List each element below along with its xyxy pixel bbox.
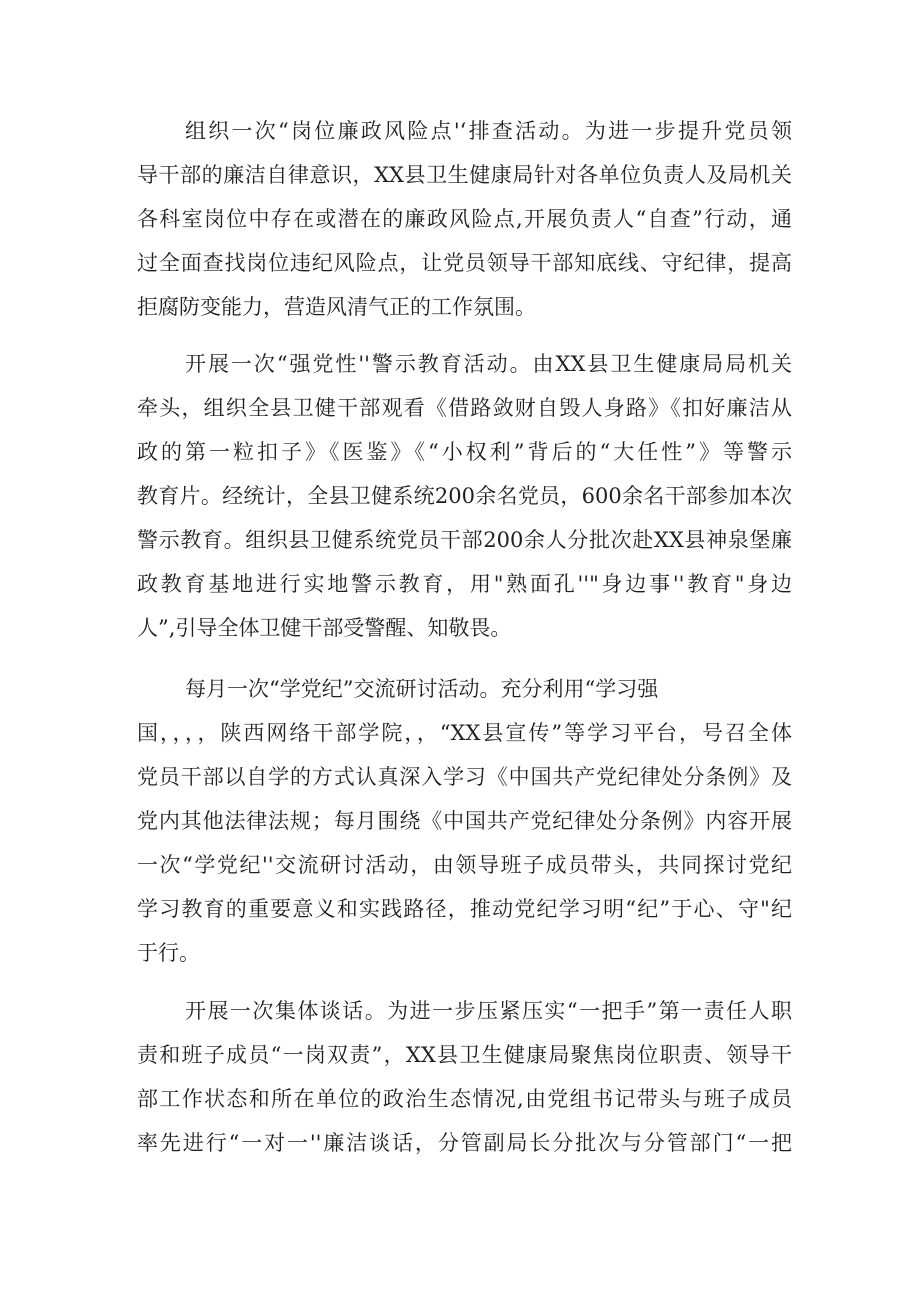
paragraph-line: 警示教育。组织县卫健系统党员干部200余人分批次赴XX县神泉堡廉 — [137, 528, 792, 552]
document-page — [137, 109, 792, 1165]
paragraph-line: 国，，，，陕西网络干部学院，，“XX县宣传”等学习平台，号召全体 — [137, 721, 792, 745]
paragraph-line: 过全面查找岗位违纪风险点，让党员领导干部知底线、守纪律，提高 — [137, 251, 792, 275]
paragraph-line: 每月一次“学党纪”交流研讨活动。充分利用“学习强 — [185, 677, 659, 701]
paragraph-warning-education — [137, 342, 792, 650]
paragraph-line: 开展一次“强党性''警示教育活动。由XX县卫生健康局局机关 — [185, 352, 792, 376]
paragraph-line: 各科室岗位中存在或潜在的廉政风险点,开展负责人“自查”行动，通 — [137, 207, 792, 231]
paragraph-line: 组织一次“岗位廉政风险点'‘排查活动。为进一步提升党员领 — [185, 119, 792, 143]
paragraph-monthly-study — [137, 667, 792, 975]
paragraph-line: 党内其他法律法规；每月围绕《中国共产党纪律处分条例》内容开展 — [137, 809, 792, 833]
paragraph-line: 部工作状态和所在单位的政治生态情况,由党组书记带头与班子成员 — [137, 1087, 792, 1111]
paragraph-collective-talk — [137, 989, 792, 1165]
paragraph-line: 一次“学党纪''交流研讨活动，由领导班子成员带头，共同探讨党纪 — [137, 853, 792, 877]
paragraph-line: 于行。 — [137, 941, 200, 965]
paragraph-line: 政的第一粒扣子》《医鉴》《“小权利”背后的“大任性”》等警示 — [137, 440, 792, 464]
paragraph-line: 导干部的廉洁自律意识，XX县卫生健康局针对各单位负责人及局机关 — [137, 163, 792, 187]
paragraph-line: 人”,引导全体卫健干部受警醒、知敬畏。 — [137, 616, 512, 640]
paragraph-line: 责和班子成员“一岗双责”，XX县卫生健康局聚焦岗位职责、领导干 — [137, 1043, 792, 1067]
paragraph-line: 政教育基地进行实地警示教育，用"熟面孔''"身边事''教育"身边 — [137, 572, 792, 596]
paragraph-line: 党员干部以自学的方式认真深入学习《中国共产党纪律处分条例》及 — [137, 765, 792, 789]
paragraph-line: 学习教育的重要意义和实践路径，推动党纪学习明“纪”于心、守"纪 — [137, 897, 792, 921]
paragraph-line: 教育片。经统计，全县卫健系统200余名党员，600余名干部参加本次 — [137, 484, 792, 508]
paragraph-post-risk-check — [137, 109, 792, 329]
paragraph-line: 率先进行“一对一''廉洁谈话，分管副局长分批次与分管部门“一把 — [137, 1131, 792, 1155]
paragraph-line: 拒腐防变能力，营造风清气正的工作氛围。 — [137, 295, 536, 319]
paragraph-line: 开展一次集体谈话。为进一步压紧压实“一把手”第一责任人职 — [185, 999, 792, 1023]
paragraph-line: 牵头，组织全县卫健干部观看《借路敛财自毁人身路》《扣好廉洁从 — [137, 396, 792, 420]
